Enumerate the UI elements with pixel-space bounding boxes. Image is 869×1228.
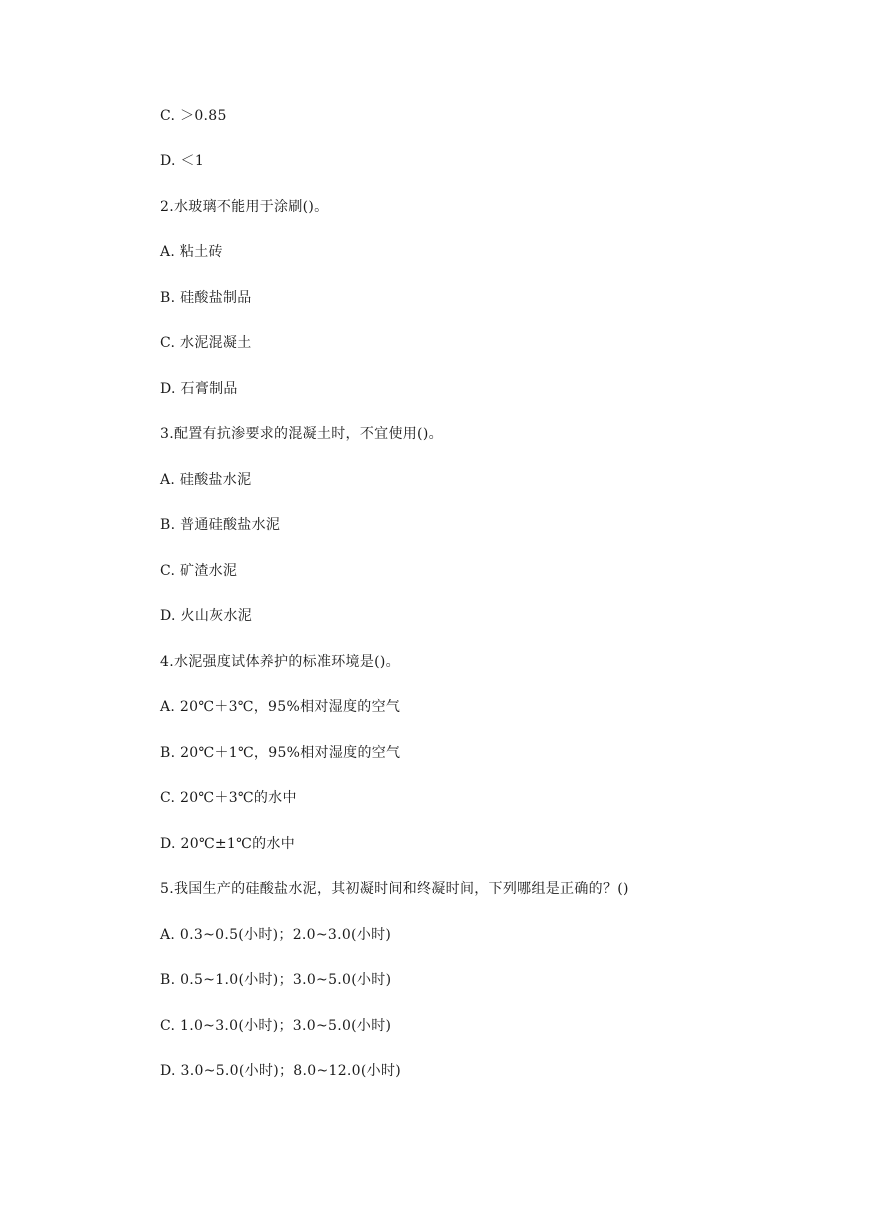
option-line: D. 20℃±1℃的水中 xyxy=(160,836,296,852)
option-line: D. 3.0~5.0(小时)；8.0~12.0(小时) xyxy=(160,1063,401,1079)
option-line: C. 水泥混凝土 xyxy=(160,335,252,351)
question-line: 2.水玻璃不能用于涂刷()。 xyxy=(160,199,329,215)
question-line: 3.配置有抗渗要求的混凝土时，不宜使用()。 xyxy=(160,426,443,442)
option-line: A. 0.3~0.5(小时)；2.0~3.0(小时) xyxy=(160,927,392,943)
option-line: D. 火山灰水泥 xyxy=(160,608,253,624)
question-line: 5.我国生产的硅酸盐水泥，其初凝时间和终凝时间，下列哪组是正确的？() xyxy=(160,881,629,897)
option-line: B. 硅酸盐制品 xyxy=(160,290,252,306)
option-line: D. ＜1 xyxy=(160,153,205,169)
option-line: A. 粘土砖 xyxy=(160,244,223,260)
option-line: B. 0.5~1.0(小时)；3.0~5.0(小时) xyxy=(160,972,392,988)
option-line: C. ＞0.85 xyxy=(160,108,227,124)
option-line: A. 硅酸盐水泥 xyxy=(160,472,252,488)
option-line: B. 普通硅酸盐水泥 xyxy=(160,517,281,533)
option-line: C. 1.0~3.0(小时)；3.0~5.0(小时) xyxy=(160,1018,392,1034)
option-line: D. 石膏制品 xyxy=(160,381,238,397)
option-line: C. 矿渣水泥 xyxy=(160,563,238,579)
option-line: B. 20℃＋1℃，95%相对湿度的空气 xyxy=(160,745,401,761)
option-line: A. 20℃＋3℃，95%相对湿度的空气 xyxy=(160,699,401,715)
option-line: C. 20℃＋3℃的水中 xyxy=(160,790,297,806)
question-line: 4.水泥强度试体养护的标准环境是()。 xyxy=(160,654,400,670)
